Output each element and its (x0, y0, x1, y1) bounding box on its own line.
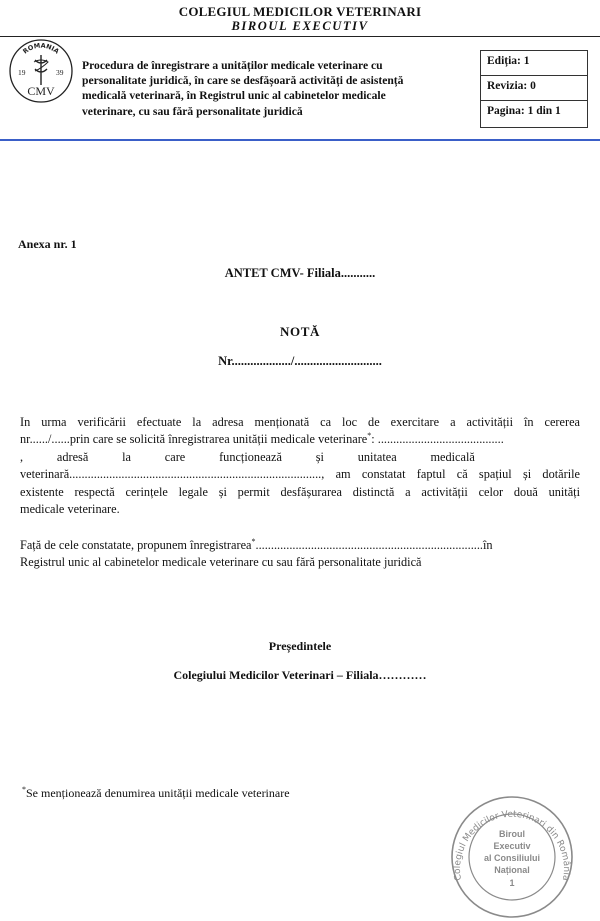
dept-title: BIROUL EXECUTIV (231, 19, 369, 33)
number-line: Nr.................../............................ (218, 354, 382, 368)
logo-initials: CMV (27, 84, 55, 98)
paragraph-line: Registrul unic al cabinetelor medicale veterinare cu sau fără personalitate juridică (20, 555, 422, 570)
footnote-mark: * (367, 431, 372, 441)
logo-year-left: 19 (18, 68, 26, 77)
stamp-line: al Consiliului (483, 853, 541, 863)
procedure-line: Procedura de înregistrare a unităților medicale veterinare cu (82, 59, 383, 72)
logo-year-right: 39 (56, 68, 64, 77)
paragraph-line: , adresă la care funcționează și unitatea medicală (20, 449, 475, 464)
edition-box (480, 50, 588, 128)
paragraph-line: Față de cele constatate, propunem înregistrarea*..........................................................................în (20, 536, 493, 552)
paragraph-line: In urma verificării efectuate la adresa menționată ca loc de exercitare a activității în cererea (20, 415, 580, 429)
footnote-mark: * (251, 536, 256, 546)
procedure-title (82, 58, 472, 119)
president-title: Președintele (268, 639, 332, 653)
header-bottom-rule (0, 139, 600, 141)
revision-label: Revizia: 0 (481, 76, 587, 101)
org-title: COLEGIUL MEDICILOR VETERINARI (178, 4, 422, 19)
paragraph-line: medicale veterinare. (20, 502, 120, 517)
document-title: NOTĂ (280, 324, 320, 339)
official-stamp (448, 793, 576, 921)
footnote-mark: * (22, 785, 26, 794)
stamp-ring-text: Colegiul Medicilor Veterinari din România (452, 809, 572, 882)
paragraph-line: veterinară.................................................................................., am constatat faptul că spațiul și dotările (20, 467, 580, 482)
edition-label: Ediția: 1 (481, 51, 587, 76)
stamp-line: Executiv (493, 841, 531, 851)
procedure-line: personalitate juridică, în care se desfășoară activități de asistență (82, 74, 404, 88)
cmv-logo (8, 38, 74, 104)
annex-label: Anexa nr. 1 (18, 237, 77, 251)
footnote: *Se menționează denumirea unității medicale veterinare (22, 785, 290, 800)
letterhead-line: ANTET CMV- Filiala........... (224, 266, 376, 280)
header-divider (0, 36, 600, 37)
stamp-line: Național (494, 865, 530, 875)
paragraph-2 (20, 537, 580, 572)
paragraph-line: existente respectă cerințele legale și permit desfășurarea distinctă a activității celor două unități (20, 484, 580, 499)
procedure-line: medicală veterinară, în Registrul unic al cabinetelor medicale (82, 89, 386, 103)
page-label: Pagina: 1 din 1 (487, 105, 561, 117)
stamp-line: Biroul (499, 829, 525, 839)
logo-top-text: ROMANIA (21, 41, 61, 56)
paragraph-line: nr....../......prin care se solicită înregistrarea unității medicale veterinare*: ......................................... (20, 431, 504, 447)
college-branch-line: Colegiului Medicilor Veterinari – Filiala………… (173, 668, 427, 682)
procedure-line: veterinare, cu sau fără personalitate juridică (82, 104, 303, 118)
stamp-line: 1 (509, 878, 515, 888)
paragraph-1 (20, 414, 580, 518)
